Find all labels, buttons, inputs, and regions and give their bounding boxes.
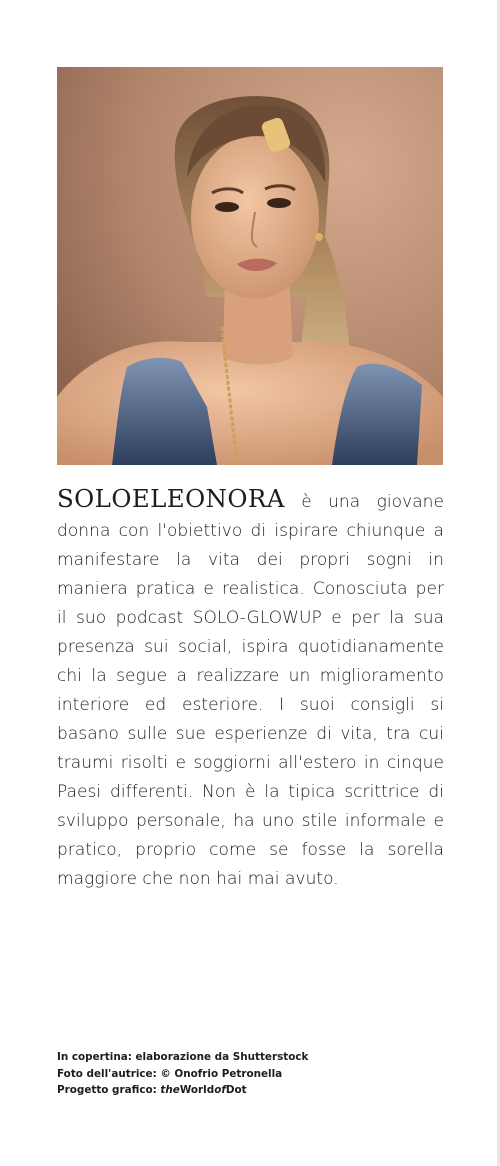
- portrait-illustration: [57, 67, 443, 465]
- credits: [57, 1049, 308, 1099]
- design-credit-the: the: [160, 1084, 180, 1096]
- author-bio: [57, 484, 444, 894]
- photo-credit: Foto dell'autrice: © Onofrio Petronella: [57, 1067, 283, 1080]
- design-credit-dot: Dot: [225, 1084, 247, 1096]
- cover-credit: In copertina: elaborazione da Shutterstock: [57, 1051, 309, 1063]
- author-portrait: [57, 67, 443, 465]
- design-credit-world: World: [179, 1084, 215, 1096]
- author-name: SOLOELEONORA: [57, 484, 285, 513]
- author-bio-text: è una giovane donna con l'obiettivo di ispirare chiunque a manifestare la vita dei propri sogni in maniera pratica e realistica. Conosciuta per il suo podcast SOLO-GLOWUP e per la sua presenza sui social, ispira quotidianamente chi la segue a realizzare un miglioramento interiore ed esteriore. I suoi consigli si basano sulle sue esperienze di vita, tra cui traumi risolti e soggiorni all'estero in cinque Paesi differenti. Non è la tipica scrittrice di sviluppo personale, ha uno stile informale e pratico, proprio come se fosse la sorella maggiore che non hai mai avuto.: [57, 492, 444, 889]
- design-credit: [57, 1082, 308, 1099]
- design-credit-of: of: [214, 1084, 226, 1096]
- design-credit-label: Progetto grafico:: [57, 1084, 161, 1096]
